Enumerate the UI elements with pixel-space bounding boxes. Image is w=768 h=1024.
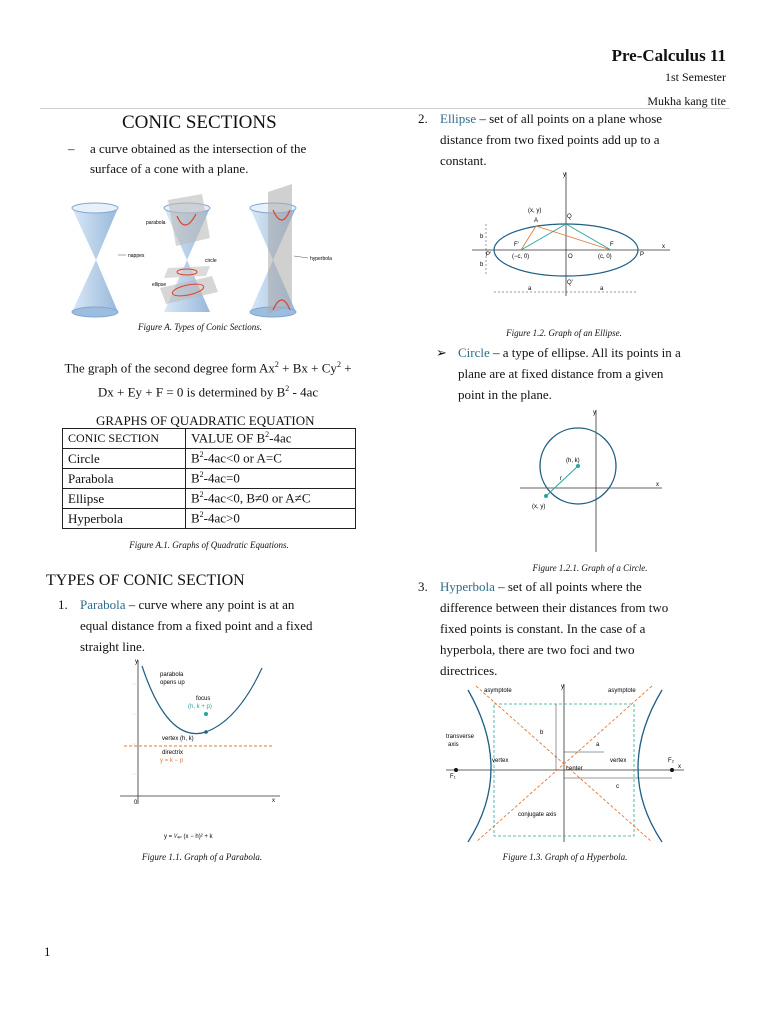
svg-text:b: b (480, 234, 484, 240)
svg-text:O: O (568, 254, 573, 260)
figure-1-3-caption: Figure 1.3. Graph of a Hyperbola. (502, 852, 628, 862)
svg-text:Q': Q' (567, 280, 573, 286)
circle-definition: Circle – a type of ellipse. All its points in a plane are at fixed distance from a given point in the plane. (458, 345, 681, 402)
label-nappes: nappes (128, 253, 145, 259)
ellipse-definition: Ellipse – set of all points on a plane whose distance from two fixed points add up to a constant. (440, 111, 663, 168)
svg-text:axis: axis (448, 742, 459, 748)
svg-text:F₁: F₁ (450, 774, 456, 780)
svg-text:y: y (563, 172, 566, 178)
page-number: 1 (44, 944, 51, 959)
second-degree-text: The graph of the second degree form $Ax^2 + Bx + Cy^2$ + Dx + Ey + F = 0 is determined by $B^2 - 4ac$ (64, 360, 352, 400)
svg-text:0: 0 (134, 800, 138, 806)
svg-text:(h, k): (h, k) (566, 458, 580, 464)
parabola-definition: Parabola – curve where any point is at an equal distance from a fixed point and a fixed straight line. (80, 597, 313, 654)
types-title: TYPES OF CONIC SECTION (46, 572, 245, 589)
svg-text:parabola: parabola (160, 672, 184, 678)
svg-text:x: x (678, 764, 681, 770)
hyperbola-term: Hyperbola (440, 579, 495, 594)
svg-text:y = ¹⁄₄ₚ (x − h)² + k: y = ¹⁄₄ₚ (x − h)² + k (164, 834, 213, 840)
svg-text:x: x (656, 482, 659, 488)
ellipse-term: Ellipse (440, 111, 477, 126)
table-title: GRAPHS OF QUADRATIC EQUATION (96, 413, 315, 428)
svg-text:b: b (480, 262, 484, 268)
definition-dash: – (68, 141, 75, 156)
svg-text:F': F' (514, 242, 519, 248)
table-row: Ellipse $B^2-4ac<0$, B≠0 or A≠C (63, 489, 356, 509)
svg-text:x: x (272, 798, 275, 804)
svg-text:vertex (h, k): vertex (h, k) (162, 736, 194, 742)
figure-conic-sections (60, 180, 340, 320)
figure-a-caption: Figure A. Types of Conic Sections. (137, 322, 263, 332)
svg-text:(−c, 0): (−c, 0) (512, 254, 530, 260)
definition-line-1: a curve obtained as the intersection of the (90, 141, 307, 156)
section-title: CONIC SECTIONS (122, 112, 277, 133)
svg-text:y: y (561, 684, 564, 690)
svg-text:transverse: transverse (446, 734, 475, 740)
svg-text:a: a (528, 286, 532, 292)
svg-text:(x, y): (x, y) (528, 208, 542, 214)
table-row: Parabola $B^2-4ac=0$ (63, 469, 356, 489)
figure-1-2-caption: Figure 1.2. Graph of an Ellipse. (506, 328, 622, 338)
definition-line-2: surface of a cone with a plane. (90, 161, 249, 176)
svg-text:center: center (566, 766, 583, 772)
svg-text:b: b (540, 730, 544, 736)
svg-text:a: a (600, 286, 604, 292)
figure-1-2-1-caption: Figure 1.2.1. Graph of a Circle. (532, 563, 648, 573)
svg-text:vertex: vertex (610, 758, 627, 764)
svg-text:asymptote: asymptote (484, 688, 512, 694)
ellipse-number: 2. (418, 111, 428, 126)
author-label: Mukha kang tite (647, 94, 726, 108)
svg-text:F₂: F₂ (668, 758, 674, 764)
svg-text:F: F (610, 242, 614, 248)
svg-text:conjugate axis: conjugate axis (518, 812, 557, 818)
table-row: Hyperbola $B^2-4ac>0$ (63, 509, 356, 529)
table-row: Circle $B^2-4ac<0$ or A=C (63, 449, 356, 469)
svg-text:c: c (616, 784, 619, 790)
svg-text:a: a (596, 742, 600, 748)
table-header-row (63, 429, 356, 449)
circle-bullet: ➢ (436, 345, 447, 360)
hyperbola-number: 3. (418, 579, 428, 594)
label-parabola: parabola (146, 220, 166, 226)
label-ellipse: ellipse (152, 282, 167, 288)
svg-text:Q: Q (567, 214, 572, 220)
svg-text:(h, k + p): (h, k + p) (188, 704, 212, 710)
label-circle: circle (205, 258, 217, 264)
svg-text:y: y (593, 410, 596, 416)
svg-text:(x, y): (x, y) (532, 504, 546, 510)
svg-text:focus: focus (196, 696, 211, 702)
svg-text:directrix: directrix (162, 750, 184, 756)
svg-text:y = k − p: y = k − p (160, 758, 184, 764)
circle-term: Circle (458, 345, 490, 360)
svg-text:opens up: opens up (160, 680, 185, 686)
parabola-number: 1. (58, 597, 68, 612)
svg-text:vertex: vertex (492, 758, 509, 764)
figure-hyperbola (440, 680, 690, 846)
header-conic: CONIC SECTION (63, 429, 186, 449)
header-value: VALUE OF $B^2-4ac$ (186, 429, 356, 449)
table-caption: Figure A.1. Graphs of Quadratic Equations. (129, 540, 289, 550)
svg-text:asymptote: asymptote (608, 688, 636, 694)
svg-text:P: P (640, 252, 645, 258)
svg-text:r: r (560, 476, 562, 482)
hyperbola-definition: Hyperbola – set of all points where the difference between their distances from two fixed points is constant. In the case of a hyperbola, there are two foci and two directrices. (440, 579, 669, 678)
figure-circle (516, 406, 666, 556)
figure-parabola (112, 654, 292, 846)
svg-text:x: x (662, 244, 665, 250)
parabola-term: Parabola (80, 597, 126, 612)
figure-1-1-caption: Figure 1.1. Graph of a Parabola. (141, 852, 263, 862)
svg-text:P': P' (486, 252, 492, 258)
svg-text:(c, 0): (c, 0) (598, 254, 612, 260)
figure-ellipse (466, 170, 676, 300)
quadratic-table (62, 428, 356, 529)
svg-text:y: y (135, 659, 138, 665)
label-hyperbola: hyperbola (310, 256, 332, 262)
svg-text:A: A (534, 218, 539, 224)
course-title: Pre-Calculus 11 (611, 46, 726, 65)
semester-label: 1st Semester (665, 70, 726, 84)
